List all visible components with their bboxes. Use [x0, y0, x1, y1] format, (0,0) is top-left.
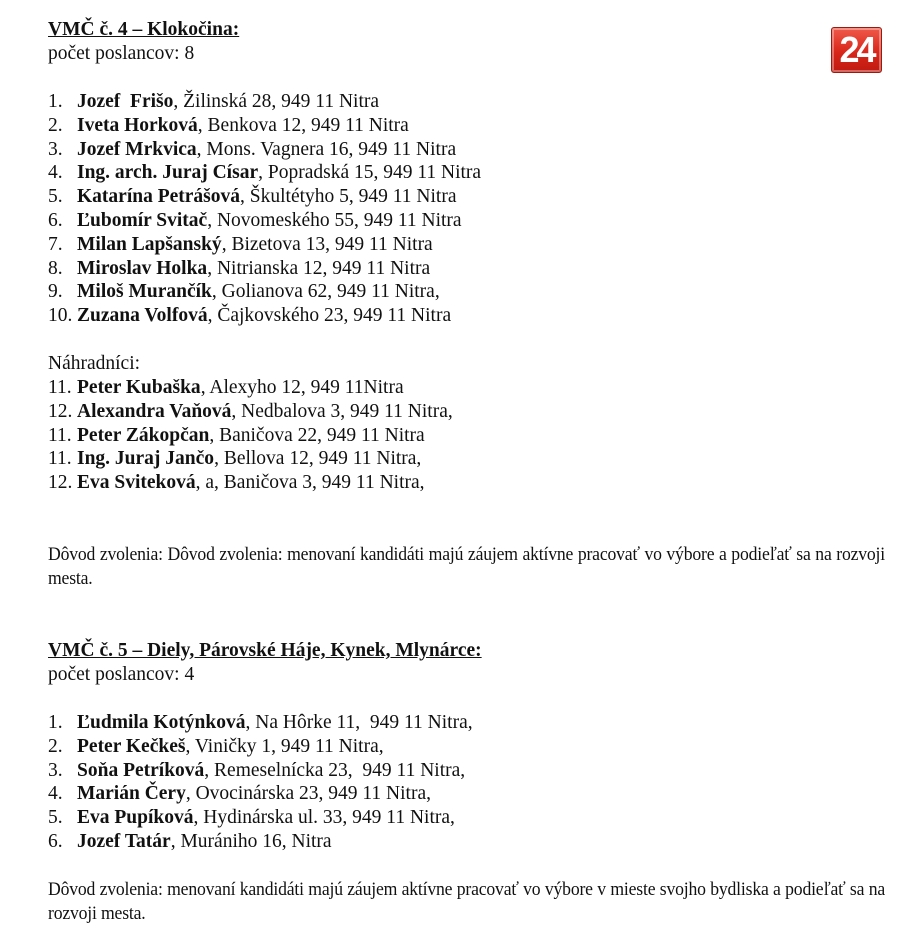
member-count: počet poslancov: 4: [48, 663, 195, 685]
person-name: Ing. Juraj Jančo: [77, 448, 215, 470]
person-name: Peter Zákopčan: [77, 424, 210, 446]
item-number: 6.: [48, 830, 63, 852]
person-name: Peter Kečkeš: [77, 735, 186, 757]
person-name: Jozef Mrkvica: [77, 138, 197, 160]
list-item: [48, 257, 883, 281]
item-number: 11.: [48, 376, 72, 398]
item-number: 12.: [48, 472, 73, 494]
section-heading: VMČ č. 5 – Diely, Párovské Háje, Kynek, Mlynárce:: [48, 639, 482, 661]
list-item: [48, 185, 883, 209]
person-address: , Remeselnícka 23, 949 11 Nitra,: [204, 759, 466, 781]
member-list: [48, 711, 883, 854]
list-item: [48, 114, 883, 138]
substitutes-label: Náhradníci:: [48, 352, 141, 374]
item-number: 1.: [48, 711, 63, 733]
election-reason: Dôvod zvolenia: menovaní kandidáti majú záujem aktívne pracovať vo výbore v mieste svojho bydliska a podieľať sa na rozvoji mesta.: [48, 878, 885, 924]
person-name: Iveta Horková: [77, 114, 198, 136]
document-page: [48, 18, 883, 926]
section-heading: VMČ č. 4 – Klokočina:: [48, 19, 240, 40]
list-item: [48, 400, 883, 424]
list-item: [48, 90, 883, 114]
list-item: [48, 830, 883, 854]
item-number: 5.: [48, 807, 63, 829]
list-item: [48, 209, 883, 233]
item-number: 7.: [48, 233, 63, 255]
person-name: Soňa Petríková: [77, 759, 205, 781]
person-address: , Novomeského 55, 949 11 Nitra: [207, 209, 462, 231]
item-number: 9.: [48, 281, 63, 303]
list-item: [48, 304, 883, 328]
list-item: [48, 138, 883, 162]
list-item: [48, 711, 883, 735]
substitute-list: [48, 376, 883, 495]
item-number: 6.: [48, 209, 63, 231]
person-address: , Benkova 12, 949 11 Nitra: [197, 114, 409, 136]
list-item: [48, 782, 883, 806]
person-name: Milan Lapšanský: [77, 233, 222, 255]
list-item: [48, 280, 883, 304]
item-number: 8.: [48, 257, 63, 279]
person-address: , Na Hôrke 11, 949 11 Nitra,: [245, 711, 473, 733]
person-name: Eva Sviteková: [77, 472, 196, 494]
person-address: , Viničky 1, 949 11 Nitra,: [185, 735, 384, 757]
news-24-logo: 24: [831, 27, 882, 73]
item-number: 3.: [48, 759, 63, 781]
person-address: , a, Baničova 3, 949 11 Nitra,: [195, 472, 425, 494]
list-item: [48, 376, 883, 400]
item-number: 4.: [48, 783, 63, 805]
person-name: Marián Čery: [77, 783, 186, 805]
person-name: Jozef Tatár: [77, 830, 171, 852]
election-reason: Dôvod zvolenia: Dôvod zvolenia: menovaní kandidáti majú záujem aktívne pracovať vo výbore a podieľať sa na rozvoji mesta.: [48, 543, 885, 589]
person-name: Eva Pupíková: [77, 807, 194, 829]
person-address: , Golianova 62, 949 11 Nitra,: [211, 281, 440, 303]
person-name: Jozef Frišo: [77, 91, 174, 112]
person-name: Katarína Petrášová: [77, 186, 241, 208]
person-address: , Bizetova 13, 949 11 Nitra: [221, 233, 433, 255]
person-name: Ľudmila Kotýnková: [77, 711, 246, 733]
item-number: 2.: [48, 114, 63, 136]
person-address: , Bellova 12, 949 11 Nitra,: [214, 448, 422, 470]
person-address: , Nitrianska 12, 949 11 Nitra: [207, 257, 431, 279]
item-number: 5.: [48, 186, 63, 208]
list-item: [48, 759, 883, 783]
person-address: , Škultétyho 5, 949 11 Nitra: [240, 186, 457, 208]
person-name: Peter Kubaška: [77, 376, 201, 398]
person-name: Zuzana Volfová: [77, 305, 208, 327]
list-item: [48, 424, 883, 448]
list-item: [48, 447, 883, 471]
person-name: Alexandra Vaňová: [77, 400, 232, 422]
member-list: [48, 90, 883, 328]
item-number: 2.: [48, 735, 63, 757]
item-number: 11.: [48, 448, 72, 470]
person-address: , Murániho 16, Nitra: [170, 830, 332, 852]
member-count: počet poslancov: 8: [48, 43, 195, 64]
person-address: , Čajkovského 23, 949 11 Nitra: [207, 305, 452, 327]
person-address: , Popradská 15, 949 11 Nitra: [258, 162, 482, 184]
list-item: [48, 233, 883, 257]
item-number: 12.: [48, 400, 73, 422]
item-number: 10.: [48, 305, 73, 327]
person-name: Miroslav Holka: [77, 257, 208, 279]
list-item: [48, 471, 883, 495]
person-name: Ľubomír Svitač: [77, 209, 208, 231]
person-address: , Mons. Vagnera 16, 949 11 Nitra: [196, 138, 457, 160]
person-address: , Alexyho 12, 949 11Nitra: [200, 376, 404, 398]
person-address: , Baničova 22, 949 11 Nitra: [209, 424, 425, 446]
person-address: , Ovocinárska 23, 949 11 Nitra,: [185, 783, 431, 805]
person-name: Miloš Murančík: [77, 281, 212, 303]
person-address: , Nedbalova 3, 949 11 Nitra,: [231, 400, 453, 422]
item-number: 3.: [48, 138, 63, 160]
item-number: 4.: [48, 162, 63, 184]
section-vmc-4: [48, 18, 883, 639]
list-item: [48, 735, 883, 759]
person-name: Ing. arch. Juraj Císar: [77, 162, 259, 184]
person-address: , Hydinárska ul. 33, 949 11 Nitra,: [193, 807, 455, 829]
item-number: 1.: [48, 91, 63, 112]
item-number: 11.: [48, 424, 72, 446]
list-item: [48, 806, 883, 830]
person-address: , Žilinská 28, 949 11 Nitra: [173, 91, 380, 112]
section-vmc-5: [48, 639, 883, 926]
list-item: [48, 161, 883, 185]
